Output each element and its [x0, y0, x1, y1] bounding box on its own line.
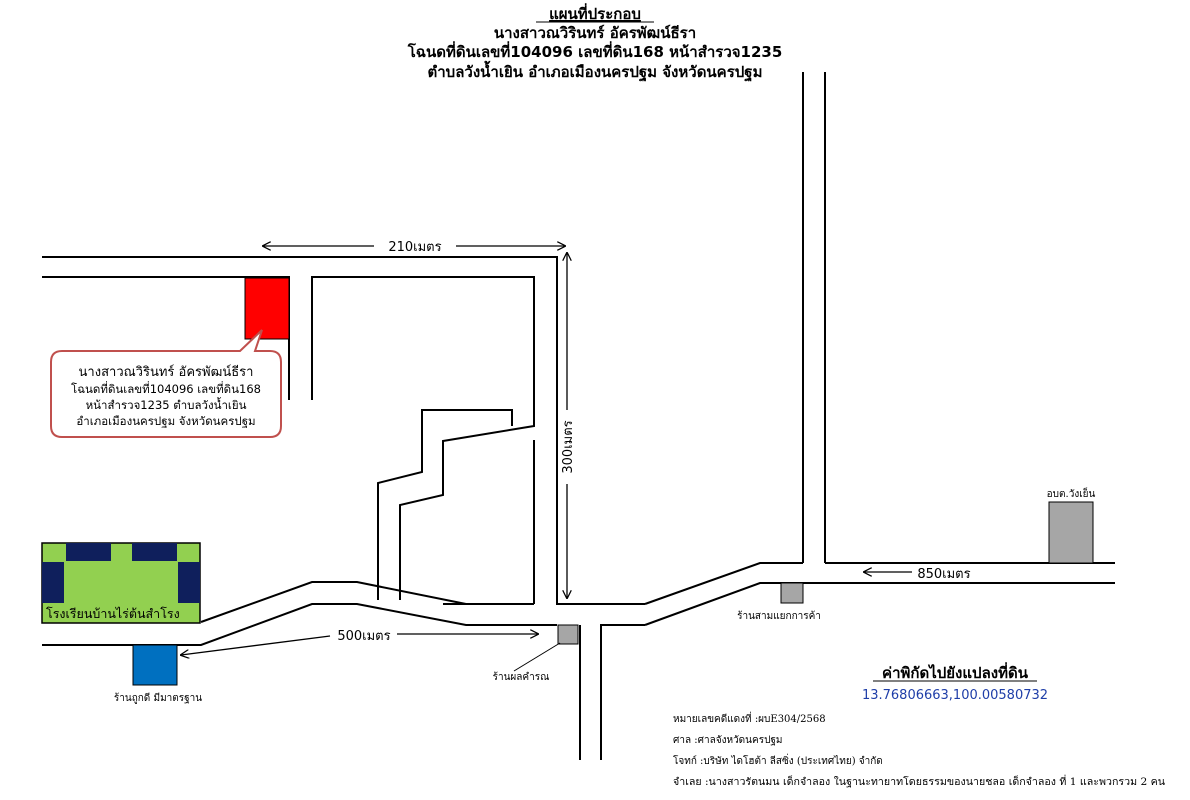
coords-heading: ค่าพิกัดไปยังแปลงที่ดิน: [882, 664, 1028, 682]
school-building: [42, 543, 200, 623]
school-label: โรงเรียนบ้านไร่ต้นสำโรง: [46, 606, 180, 621]
shop-fruit-marker: [558, 625, 578, 644]
school-wing-left: [42, 562, 64, 603]
callout-deed: โฉนดที่ดินเลขที่104096 เลขที่ดิน168: [71, 382, 261, 396]
deed-info: โฉนดที่ดินเลขที่104096 เลขที่ดิน168 หน้าสำรวจ1235: [407, 43, 783, 61]
arrow-500m-left: [181, 636, 330, 655]
shop-fruit-label: ร้านผลคำรณ: [492, 672, 550, 683]
shop-fruit-leader: [514, 643, 560, 671]
shop-junction-label: ร้านสามแยกการค้า: [737, 611, 821, 622]
shop-cheap-marker: [133, 645, 177, 685]
map-header: [407, 3, 783, 82]
shop-junction-marker: [781, 583, 803, 603]
case-number: หมายเลขคดีแดงที่ :ผบE304/2568: [673, 714, 826, 725]
case-details: [673, 711, 1165, 788]
sao-office-marker: [1049, 502, 1093, 563]
land-plot: [245, 278, 289, 339]
road-inner-block-2: [378, 410, 512, 600]
map-title: แผนที่ประกอบ: [549, 5, 641, 23]
owner-name: นางสาวณวิรินทร์ อัครพัฒน์ธีรา: [493, 24, 697, 42]
sao-office-label: อบต.วังเย็น: [1046, 489, 1096, 500]
location-info: ตำบลวังน้ำเยิน อำเภอเมืองนครปฐม จังหวัดนครปฐม: [427, 63, 763, 81]
distance-500m-label: 500เมตร: [337, 629, 391, 644]
case-defendant: จำเลย :นางสาวรัตนมน เด็กจำลอง ในฐานะทายาทโดยธรรมของนายชลอ เด็กจำลอง ที่ 1 และพวกรวม 2 คน: [673, 777, 1136, 788]
callout-owner: นางสาวณวิรินทร์ อัครพัฒน์ธีรา: [78, 365, 254, 380]
plot-callout: [51, 330, 281, 437]
shop-cheap-label: ร้านถูกดี มีมาตรฐาน: [113, 693, 203, 704]
distance-300m-label: 300เมตร: [561, 420, 576, 474]
road-south-right-edge: [601, 625, 645, 760]
case-court: ศาล :ศาลจังหวัดนครปฐม: [673, 735, 783, 746]
road-west-upper-edge: [201, 582, 534, 622]
distance-850m-label: 850เมตร: [917, 567, 971, 582]
distance-210m-label: 210เมตร: [388, 240, 442, 255]
school-roof-1: [66, 543, 111, 561]
callout-province: อำเภอเมืองนครปฐม จังหวัดนครปฐม: [76, 414, 256, 428]
school-wing-right: [178, 562, 200, 603]
school-roof-2: [132, 543, 177, 561]
callout-survey: หน้าสำรวจ1235 ตำบลวังน้ำเยิน: [85, 398, 247, 412]
coords-value: 13.76806663,100.00580732: [861, 688, 1049, 703]
case-plaintiff: โจทก์ :บริษัท ไดโฮต้า ลีสซิ่ง (ประเทศไทย) จำกัด: [673, 756, 883, 767]
road-east-lower-edge: [645, 583, 1115, 625]
